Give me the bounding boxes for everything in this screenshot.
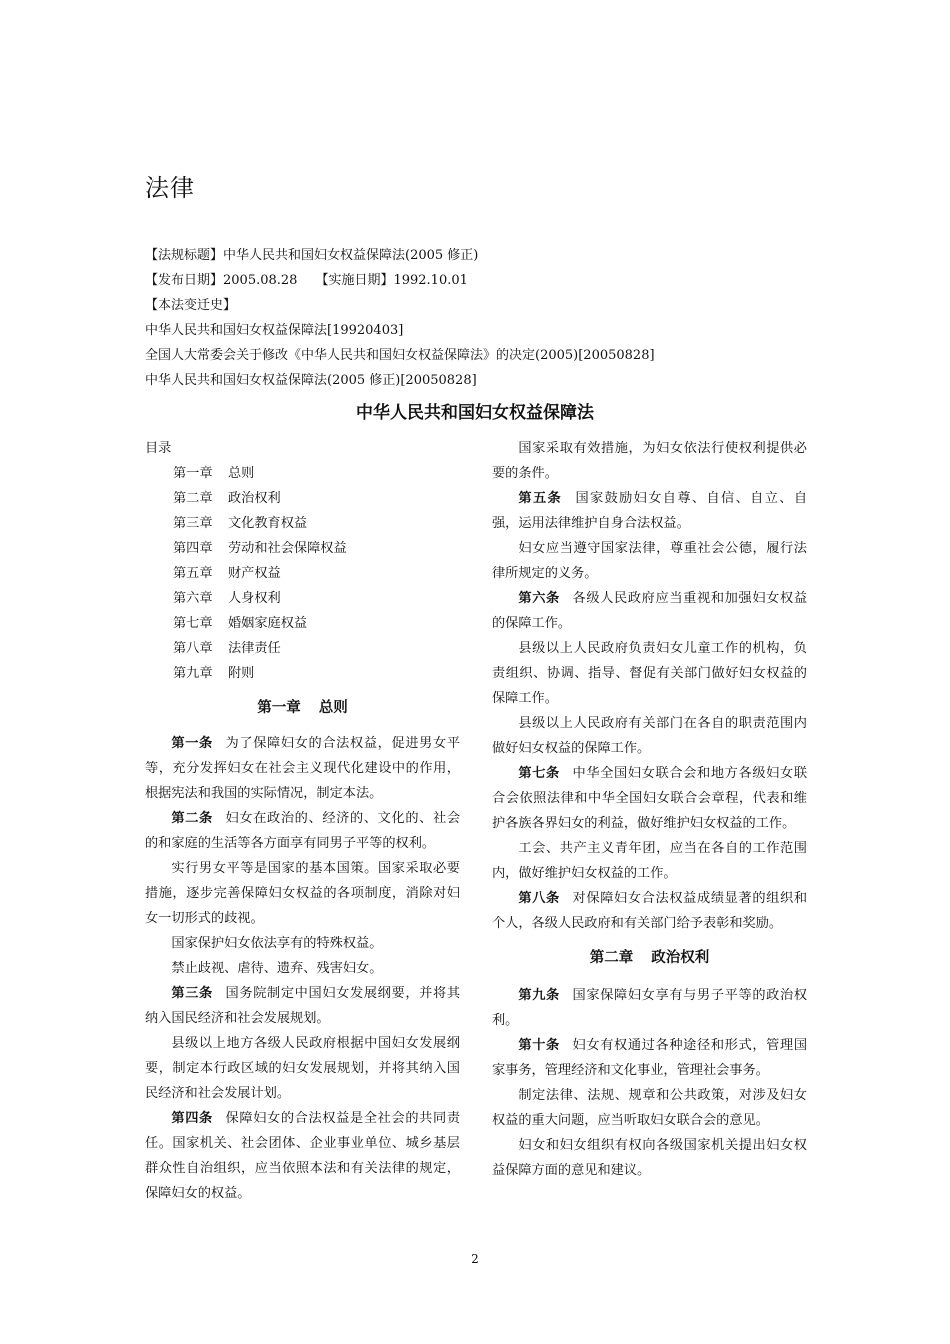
article-number: 第七条 [518, 766, 560, 781]
toc-chapter-number: 第五章 [173, 566, 213, 581]
paragraph [492, 636, 807, 711]
law-metadata [145, 243, 825, 393]
toc-item [145, 511, 460, 536]
toc-item [145, 636, 460, 661]
paragraph [492, 436, 807, 486]
meta-publish-value: 2005.08.28 [223, 273, 298, 288]
law-title: 中华人民共和国妇女权益保障法 [356, 403, 594, 423]
article-number: 第十条 [518, 1038, 560, 1053]
paragraph-text: 中华全国妇女联合会和地方各级妇女联合会依照法律和中华全国妇女联合会章程，代表和维护各族各界妇女的利益，做好维护妇女权益的工作。 [492, 766, 808, 831]
paragraph-text: 国家保障妇女享有与男子平等的政治权利。 [492, 988, 808, 1028]
toc-chapter-number: 第一章 [173, 466, 213, 481]
toc-item [145, 611, 460, 636]
section-title: 法律 [145, 174, 195, 202]
article-list [492, 436, 807, 936]
article-number: 第六条 [518, 591, 560, 606]
paragraph [145, 1031, 460, 1106]
toc-label: 目录 [145, 441, 172, 456]
paragraph [492, 536, 807, 586]
meta-title-value: 中华人民共和国妇女权益保障法(2005 修正) [223, 248, 479, 263]
paragraph-text: 妇女在政治的、经济的、文化的、社会的和家庭的生活等各方面享有同男子平等的权利。 [145, 811, 461, 851]
toc-chapter-number: 第四章 [173, 541, 213, 556]
article-list [145, 731, 460, 1206]
paragraph-text: 保障妇女的合法权益是全社会的共同责任。国家机关、社会团体、企业事业单位、城乡基层群众性自治组织，应当依照本法和有关法律的规定，保障妇女的权益。 [145, 1111, 461, 1201]
article-list [492, 983, 807, 1183]
paragraph [492, 711, 807, 761]
paragraph [492, 1133, 807, 1183]
toc-chapter-name: 附则 [228, 666, 255, 681]
article-number: 第二条 [171, 811, 213, 826]
paragraph-text: 国家采取有效措施，为妇女依法行使权利提供必要的条件。 [492, 441, 807, 481]
toc-chapter-number: 第七章 [173, 616, 213, 631]
meta-effective-value: 1992.10.01 [393, 273, 468, 288]
paragraph [145, 731, 460, 806]
toc-item [145, 661, 460, 686]
paragraph [492, 1083, 807, 1133]
chapter-heading [492, 936, 807, 983]
meta-history-label: 【本法变迁史】 [145, 298, 237, 313]
meta-date-line [145, 268, 825, 293]
chapter-name: 总则 [318, 700, 348, 716]
toc-chapter-name: 人身权利 [228, 591, 281, 606]
paragraph [145, 1106, 460, 1206]
paragraph-text: 实行男女平等是国家的基本国策。国家采取必要措施，逐步完善保障妇女权益的各项制度，消除对妇女一切形式的歧视。 [145, 861, 460, 926]
meta-history-item: 中华人民共和国妇女权益保障法(2005 修正)[20050828] [145, 373, 477, 388]
paragraph [492, 761, 807, 836]
paragraph-text: 对保障妇女合法权益成绩显著的组织和个人，各级人民政府和有关部门给予表彰和奖励。 [492, 891, 808, 931]
paragraph [492, 1033, 807, 1083]
meta-effective-label: 【实施日期】 [315, 273, 394, 288]
left-column [145, 436, 460, 1206]
toc-item [145, 561, 460, 586]
paragraph-text: 国务院制定中国妇女发展纲要，并将其纳入国民经济和社会发展规划。 [145, 986, 461, 1026]
article-number: 第五条 [518, 491, 563, 506]
meta-history-item: 全国人大常委会关于修改《中华人民共和国妇女权益保障法》的决定(2005)[20050828] [145, 348, 655, 363]
paragraph-text: 禁止歧视、虐待、遗弃、残害妇女。 [171, 961, 383, 976]
paragraph-text: 国家鼓励妇女自尊、自信、自立、自强，运用法律维护自身合法权益。 [492, 491, 808, 531]
meta-publish-label: 【发布日期】 [145, 273, 224, 288]
paragraph-text: 县级以上人民政府有关部门在各自的职责范围内做好妇女权益的保障工作。 [492, 716, 807, 756]
meta-title-label: 【法规标题】 [145, 248, 224, 263]
toc-chapter-name: 文化教育权益 [228, 516, 308, 531]
article-number: 第四条 [171, 1111, 213, 1126]
toc-item [145, 486, 460, 511]
toc-chapter-name: 总则 [228, 466, 255, 481]
toc-item [145, 461, 460, 486]
paragraph-text: 县级以上地方各级人民政府根据中国妇女发展纲要，制定本行政区域的妇女发展规划，并将其纳入国民经济和社会发展计划。 [145, 1036, 460, 1101]
article-number: 第八条 [518, 891, 560, 906]
toc-chapter-name: 财产权益 [228, 566, 281, 581]
paragraph-text: 妇女应当遵守国家法律，尊重社会公德，履行法律所规定的义务。 [492, 541, 807, 581]
paragraph [145, 956, 460, 981]
toc-item [145, 536, 460, 561]
toc-chapter-number: 第九章 [173, 666, 213, 681]
article-number: 第一条 [171, 736, 213, 751]
paragraph-text: 妇女和妇女组织有权向各级国家机关提出妇女权益保障方面的意见和建议。 [492, 1138, 807, 1178]
paragraph [492, 486, 807, 536]
paragraph [145, 931, 460, 956]
paragraph-text: 工会、共产主义青年团，应当在各自的工作范围内，做好维护妇女权益的工作。 [492, 841, 807, 881]
paragraph-text: 县级以上人民政府负责妇女儿童工作的机构，负责组织、协调、指导、督促有关部门做好妇女权益的保障工作。 [492, 641, 807, 706]
paragraph-text: 妇女有权通过各种途径和形式，管理国家事务，管理经济和文化事业，管理社会事务。 [492, 1038, 808, 1078]
chapter-number: 第二章 [589, 950, 634, 966]
paragraph [492, 886, 807, 936]
toc-chapter-number: 第六章 [173, 591, 213, 606]
article-number: 第九条 [518, 988, 560, 1003]
toc-chapter-number: 第八章 [173, 641, 213, 656]
paragraph [492, 836, 807, 886]
meta-title-line [145, 243, 825, 268]
paragraph-text: 制定法律、法规、规章和公共政策，对涉及妇女权益的重大问题，应当听取妇女联合会的意见。 [492, 1088, 807, 1128]
toc-chapter-name: 劳动和社会保障权益 [228, 541, 347, 556]
toc-item [145, 586, 460, 611]
toc-chapter-name: 法律责任 [228, 641, 281, 656]
paragraph [145, 856, 460, 931]
paragraph [145, 806, 460, 856]
paragraph-text: 国家保护妇女依法享有的特殊权益。 [171, 936, 383, 951]
toc-chapter-name: 婚姻家庭权益 [228, 616, 308, 631]
paragraph [492, 586, 807, 636]
page-number: 2 [471, 1252, 479, 1266]
table-of-contents [145, 461, 460, 686]
chapter-number: 第一章 [257, 700, 301, 716]
chapter-name: 政治权利 [651, 950, 710, 966]
paragraph-text: 各级人民政府应当重视和加强妇女权益的保障工作。 [492, 591, 808, 631]
toc-chapter-number: 第三章 [173, 516, 213, 531]
paragraph [145, 981, 460, 1031]
toc-chapter-name: 政治权利 [228, 491, 281, 506]
paragraph [492, 983, 807, 1033]
right-column [492, 436, 807, 1183]
paragraph-text: 为了保障妇女的合法权益，促进男女平等，充分发挥妇女在社会主义现代化建设中的作用，根据宪法和我国的实际情况，制定本法。 [145, 736, 461, 801]
toc-chapter-number: 第二章 [173, 491, 213, 506]
meta-history-item: 中华人民共和国妇女权益保障法[19920403] [145, 323, 404, 338]
article-number: 第三条 [171, 986, 213, 1001]
chapter-heading [145, 686, 460, 731]
